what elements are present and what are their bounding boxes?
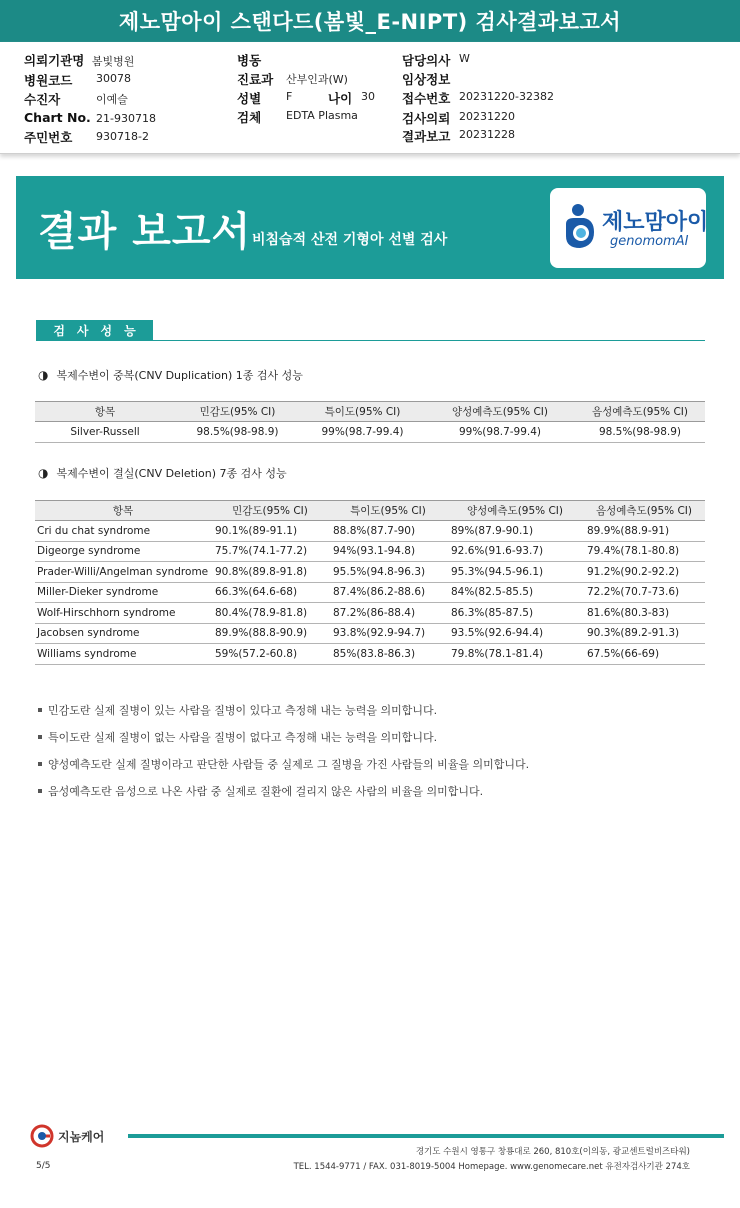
table-cell: Digeorge syndrome xyxy=(35,541,211,562)
del-performance-table xyxy=(35,500,705,665)
del-heading: ◑ 복제수변이 결실(CNV Deletion) 7종 검사 성능 xyxy=(38,466,287,480)
info-patient: 수진자 이예슬 xyxy=(24,92,128,107)
info-specimen: 검체 EDTA Plasma xyxy=(237,109,358,125)
logo-korean: 제노맘아이 xyxy=(602,210,709,235)
table-cell: 99%(98.7-99.4) xyxy=(425,422,575,443)
note-ppv: 양성예측도란 실제 질병이라고 판단한 사람들 중 실제로 그 질병을 가진 사람들의 비율을 의미합니다. xyxy=(38,756,529,783)
col-header: 음성예측도(95% CI) xyxy=(575,402,705,422)
table-row xyxy=(35,582,705,603)
table-row xyxy=(35,623,705,644)
table-header-row xyxy=(35,501,705,521)
table-cell: 90.8%(89.8-91.8) xyxy=(211,562,329,583)
table-cell: 79.4%(78.1-80.8) xyxy=(583,541,705,562)
table-header-row xyxy=(35,402,705,422)
table-cell: 81.6%(80.3-83) xyxy=(583,603,705,624)
table-cell: 79.8%(78.1-81.4) xyxy=(447,644,583,665)
page-number: 5/5 xyxy=(36,1161,51,1171)
info-doctor: 담당의사 W xyxy=(402,52,470,68)
genomecare-logo-icon xyxy=(30,1124,54,1148)
info-ward: 병동 xyxy=(237,53,262,68)
definition-notes xyxy=(38,702,529,810)
table-cell: 80.4%(78.9-81.8) xyxy=(211,603,329,624)
banner-subtitle: 비침습적 산전 기형아 선별 검사 xyxy=(252,232,448,248)
table-cell: 72.2%(70.7-73.6) xyxy=(583,582,705,603)
table-cell: Prader-Willi/Angelman syndrome xyxy=(35,562,211,583)
info-resident-no: 주민번호 930718-2 xyxy=(24,130,149,145)
table-cell: 75.7%(74.1-77.2) xyxy=(211,541,329,562)
table-row xyxy=(35,541,705,562)
col-header: 양성예측도(95% CI) xyxy=(447,501,583,521)
report-banner xyxy=(16,176,724,279)
note-specificity: 특이도란 실제 질병이 없는 사람을 질병이 없다고 측정해 내는 능력을 의미합니다. xyxy=(38,729,529,756)
table-cell: 99%(98.7-99.4) xyxy=(300,422,425,443)
half-circle-icon: ◑ xyxy=(38,466,49,480)
table-cell: 95.3%(94.5-96.1) xyxy=(447,562,583,583)
section-divider xyxy=(36,340,705,341)
info-receipt-no: 접수번호 20231220-32382 xyxy=(402,90,554,106)
table-cell: 88.8%(87.7-90) xyxy=(329,521,447,542)
table-cell: 59%(57.2-60.8) xyxy=(211,644,329,665)
table-cell: 66.3%(64.6-68) xyxy=(211,582,329,603)
table-cell: 95.5%(94.8-96.3) xyxy=(329,562,447,583)
col-header: 음성예측도(95% CI) xyxy=(583,501,705,521)
footer-contact: TEL. 1544-9771 / FAX. 031-8019-5004 Homepage. www.genomecare.net 유전자검사기관 274호 xyxy=(293,1162,690,1172)
section-tag-performance: 검사성능 xyxy=(36,320,153,340)
table-cell: 93.8%(92.9-94.7) xyxy=(329,623,447,644)
patient-info-box xyxy=(0,42,740,154)
table-row xyxy=(35,521,705,542)
dup-performance-table xyxy=(35,401,705,443)
mother-baby-icon xyxy=(560,202,600,254)
col-header: 특이도(95% CI) xyxy=(329,501,447,521)
col-header: 양성예측도(95% CI) xyxy=(425,402,575,422)
banner-title: 결과 보고서 xyxy=(38,209,252,255)
note-npv: 음성예측도란 음성으로 나온 사람 중 실제로 질환에 걸리지 않은 사람의 비율을 의미합니다. xyxy=(38,783,529,810)
genomom-logo xyxy=(550,188,709,268)
table-row xyxy=(35,603,705,624)
table-cell: 87.2%(86-88.4) xyxy=(329,603,447,624)
col-header: 민감도(95% CI) xyxy=(175,402,300,422)
info-requesting-institution: 의뢰기관명 봄빛병원 xyxy=(24,53,135,68)
note-sensitivity: 민감도란 실제 질병이 있는 사람을 질병이 있다고 측정해 내는 능력을 의미합니다. xyxy=(38,702,529,729)
bullet-icon xyxy=(38,735,42,739)
document-title: 제노맘아이 스탠다드(봄빛_E-NIPT) 검사결과보고서 xyxy=(0,0,740,42)
table-cell: Wolf-Hirschhorn syndrome xyxy=(35,603,211,624)
table-cell: 85%(83.8-86.3) xyxy=(329,644,447,665)
info-report-date: 결과보고 20231228 xyxy=(402,128,515,144)
info-hospital-code: 병원코드 30078 xyxy=(24,72,131,88)
table-cell: Silver-Russell xyxy=(35,422,175,443)
table-cell: 90.1%(89-91.1) xyxy=(211,521,329,542)
col-header: 항목 xyxy=(35,501,211,521)
info-request-date: 검사의뢰 20231220 xyxy=(402,110,515,126)
table-cell: 89.9%(88.8-90.9) xyxy=(211,623,329,644)
table-cell: Williams syndrome xyxy=(35,644,211,665)
bullet-icon xyxy=(38,789,42,793)
dup-heading: ◑ 복제수변이 중복(CNV Duplication) 1종 검사 성능 xyxy=(38,368,303,382)
table-cell: 86.3%(85-87.5) xyxy=(447,603,583,624)
table-row xyxy=(35,422,705,443)
logo-english: genomomAI xyxy=(610,234,689,249)
table-cell: 89.9%(88.9-91) xyxy=(583,521,705,542)
table-cell: 87.4%(86.2-88.6) xyxy=(329,582,447,603)
col-header: 민감도(95% CI) xyxy=(211,501,329,521)
half-circle-icon: ◑ xyxy=(38,368,49,382)
table-row xyxy=(35,644,705,665)
table-cell: 91.2%(90.2-92.2) xyxy=(583,562,705,583)
table-cell: 98.5%(98-98.9) xyxy=(175,422,300,443)
footer-divider xyxy=(128,1134,724,1138)
del-table-body xyxy=(35,521,705,665)
info-chart-no: Chart No. 21-930718 xyxy=(24,110,156,125)
table-cell: Jacobsen syndrome xyxy=(35,623,211,644)
table-cell: 90.3%(89.2-91.3) xyxy=(583,623,705,644)
table-cell: 94%(93.1-94.8) xyxy=(329,541,447,562)
table-cell: Cri du chat syndrome xyxy=(35,521,211,542)
table-cell: 84%(82.5-85.5) xyxy=(447,582,583,603)
footer-company-name: 지놈케어 xyxy=(58,1129,105,1144)
info-sex: 성별 F xyxy=(237,90,293,106)
bullet-icon xyxy=(38,762,42,766)
table-cell: 67.5%(66-69) xyxy=(583,644,705,665)
table-cell: 93.5%(92.6-94.4) xyxy=(447,623,583,644)
table-cell: 98.5%(98-98.9) xyxy=(575,422,705,443)
bullet-icon xyxy=(38,708,42,712)
col-header: 항목 xyxy=(35,402,175,422)
table-cell: Miller-Dieker syndrome xyxy=(35,582,211,603)
info-department: 진료과 산부인과(W) xyxy=(237,72,348,87)
footer-company-logo xyxy=(30,1124,104,1148)
table-cell: 92.6%(91.6-93.7) xyxy=(447,541,583,562)
table-cell: 89%(87.9-90.1) xyxy=(447,521,583,542)
info-age: 나이 30 xyxy=(328,90,375,106)
footer-address: 경기도 수원시 영통구 창룡대로 260, 810호(이의동, 광교센트럴비즈타워) xyxy=(415,1147,690,1157)
info-clinical: 임상정보 xyxy=(402,72,451,87)
col-header: 특이도(95% CI) xyxy=(300,402,425,422)
table-row xyxy=(35,562,705,583)
